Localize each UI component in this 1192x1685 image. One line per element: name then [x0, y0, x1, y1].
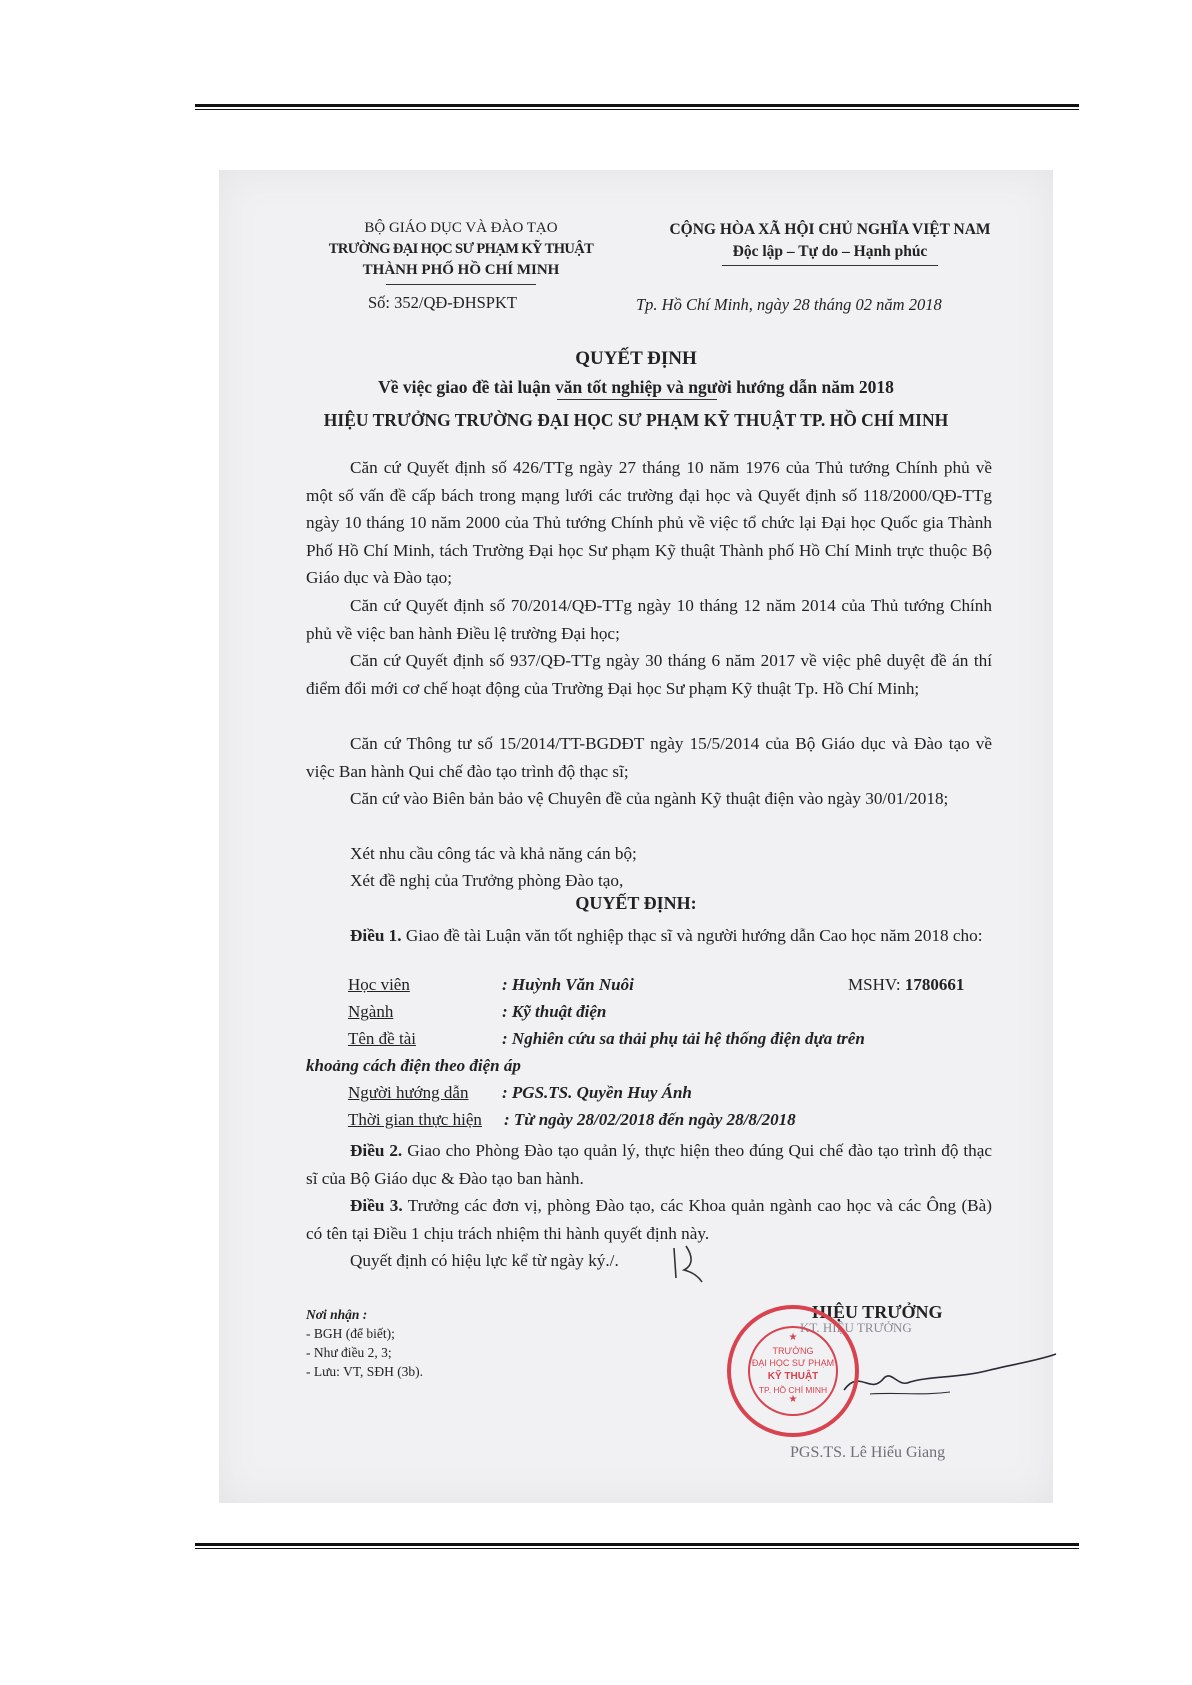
country-name: CỘNG HÒA XÃ HỘI CHỦ NGHĨA VIỆT NAM	[669, 221, 991, 238]
signature-scrawl	[840, 1348, 1060, 1418]
signer-title: HIỆU TRƯỞNG	[812, 1302, 943, 1322]
basis-paragraph-5: Căn cứ vào Biên bản bảo vệ Chuyên đề của ngành Kỹ thuật điện vào ngày 30/01/2018;	[350, 789, 949, 808]
recipient-item: - Lưu: VT, SĐH (3b).	[306, 1364, 424, 1379]
national-motto: Độc lập – Tự do – Hạnh phúc	[732, 243, 928, 260]
duration-value: : Từ ngày 28/02/2018 đến ngày 28/8/2018	[504, 1110, 796, 1129]
basis-paragraph-3: Căn cứ Quyết định số 937/QĐ-TTg ngày 30 tháng 6 năm 2017 về việc phê duyệt đề án thí điểm đổi mới cơ chế hoạt động của Trường Đại học Sư phạm Kỹ thuật Tp. Hồ Chí Minh;	[306, 651, 992, 698]
article-2: Điều 2. Giao cho Phòng Đào tạo quản lý, thực hiện theo đúng Qui chế đào tạo trình độ thạc sĩ của Bộ Giáo dục & Đào tạo ban hành.	[306, 1141, 992, 1188]
svg-text:★: ★	[788, 1394, 798, 1405]
basis-paragraph-1: Căn cứ Quyết định số 426/TTg ngày 27 tháng 10 năm 1976 của Thủ tướng Chính phủ về một số vấn đề cấp bách trong mạng lưới các trường đại học và Quyết định số 118/2000/QĐ-TTg ngày 10 tháng 10 năm 2000 của Thủ tướng Chính phủ về việc tổ chức lại Đại học Quốc gia Thành Phố Hồ Chí Minh, tách Trường Đại học Sư phạm Kỹ thuật Thành phố Hồ Chí Minh trực thuộc Bộ Giáo dục và Đào tạo;	[306, 458, 992, 588]
signer-subtitle: KT. HIỆU TRƯỞNG	[800, 1320, 912, 1335]
basis-paragraph-4: Căn cứ Thông tư số 15/2014/TT-BGDĐT ngày 15/5/2014 của Bộ Giáo dục và Đào tạo về việc Ban hành Qui chế đào tạo trình độ thạc sĩ;	[306, 734, 992, 781]
topic-value-line-1: : Nghiên cứu sa thải phụ tải hệ thống điện dựa trên	[502, 1029, 865, 1048]
topic-label: Tên đề tài	[348, 1029, 416, 1048]
issuing-authority: HIỆU TRƯỞNG TRƯỜNG ĐẠI HỌC SƯ PHẠM KỸ THUẬT TP. HỒ CHÍ MINH	[323, 410, 949, 430]
student-name: : Huỳnh Văn Nuôi	[502, 975, 634, 994]
recipients-heading: Nơi nhận :	[306, 1307, 368, 1322]
svg-text:★: ★	[788, 1332, 798, 1343]
bottom-divider	[195, 1543, 1079, 1549]
motto-underline	[722, 265, 938, 266]
advisor-label: Người hướng dẫn	[348, 1083, 469, 1102]
subject-underline	[557, 399, 717, 400]
school-city: THÀNH PHỐ HỒ CHÍ MINH	[362, 262, 560, 278]
issue-date: Tp. Hồ Chí Minh, ngày 28 tháng 02 năm 2018	[636, 295, 942, 314]
basis-paragraph-7: Xét đề nghị của Trưởng phòng Đào tạo,	[350, 871, 624, 890]
handwritten-initial	[668, 1240, 708, 1284]
major-label: Ngành	[348, 1002, 394, 1021]
decision-number: Số: 352/QĐ-ĐHSPKT	[368, 293, 517, 312]
student-id: MSHV: 1780661	[848, 975, 965, 994]
signer-name: PGS.TS. Lê Hiếu Giang	[790, 1444, 946, 1461]
article-3: Điều 3. Trưởng các đơn vị, phòng Đào tạo, các Khoa quản ngành cao học và các Ông (Bà) có tên tại Điều 1 chịu trách nhiệm thi hành quyết định này.	[306, 1196, 992, 1243]
effective-clause: Quyết định có hiệu lực kể từ ngày ký./.	[350, 1251, 619, 1270]
header-left-underline	[386, 284, 536, 285]
ministry-name: BỘ GIÁO DỤC VÀ ĐÀO TẠO	[364, 220, 558, 236]
school-name: TRƯỜNG ĐẠI HỌC SƯ PHẠM KỸ THUẬT	[328, 241, 594, 257]
duration-label: Thời gian thực hiện	[348, 1110, 482, 1129]
seal-text: KỸ THUẬT	[767, 1371, 819, 1382]
decision-heading: QUYẾT ĐỊNH:	[575, 893, 697, 913]
student-label: Học viên	[348, 975, 410, 994]
advisor-value: : PGS.TS. Quyền Huy Ánh	[502, 1083, 692, 1102]
recipient-item: - BGH (để biết);	[306, 1326, 395, 1341]
topic-value-line-2: khoảng cách điện theo điện áp	[306, 1056, 521, 1075]
document-subject: Về việc giao đề tài luận văn tốt nghiệp và người hướng dẫn năm 2018	[378, 377, 894, 397]
basis-paragraph-6: Xét nhu cầu công tác và khả năng cán bộ;	[350, 844, 637, 863]
document-title: QUYẾT ĐỊNH	[575, 348, 697, 369]
official-seal	[724, 1302, 862, 1440]
article-1: Điều 1. Giao đề tài Luận văn tốt nghiệp thạc sĩ và người hướng dẫn Cao học năm 2018 cho:	[350, 926, 983, 945]
seal-text: TP. HỒ CHÍ MINH	[758, 1385, 828, 1395]
major-value: : Kỹ thuật điện	[502, 1002, 607, 1021]
recipient-item: - Như điều 2, 3;	[306, 1345, 392, 1360]
top-divider	[195, 104, 1079, 110]
basis-paragraph-2: Căn cứ Quyết định số 70/2014/QĐ-TTg ngày 10 tháng 12 năm 2014 của Thủ tướng Chính phủ về việc ban hành Điều lệ trường Đại học;	[306, 596, 992, 643]
seal-text: ĐẠI HỌC SƯ PHẠM	[751, 1358, 835, 1368]
seal-text: TRƯỜNG	[772, 1346, 814, 1356]
